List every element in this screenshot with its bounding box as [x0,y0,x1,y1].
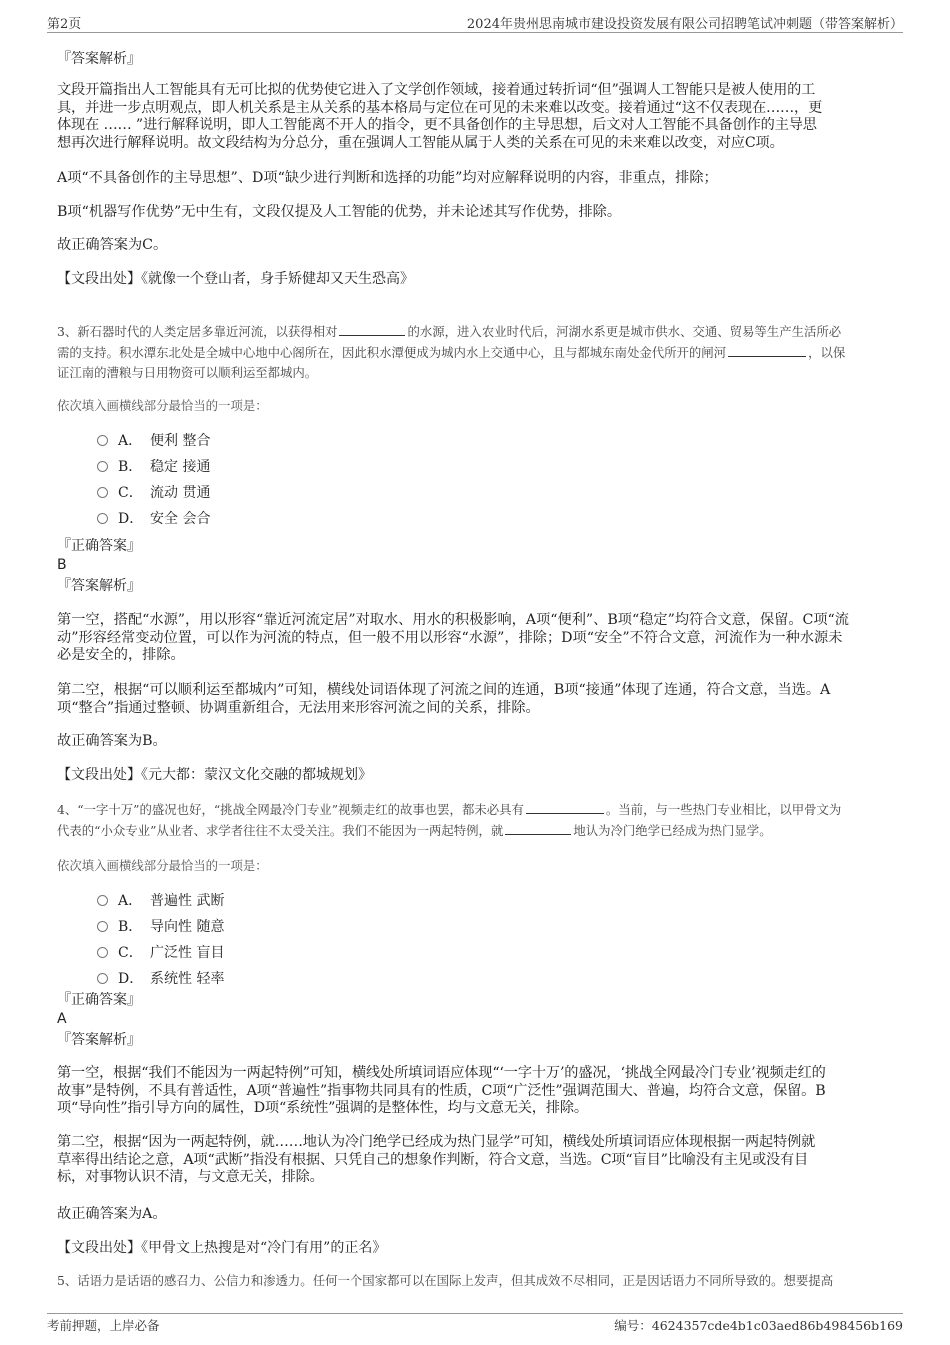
analysis-label: 『答案解析』 [57,51,141,67]
correct-answer: B [57,557,67,573]
conclusion-text: 故正确答案为A。 [57,1206,167,1222]
analysis-paragraph [57,82,897,152]
option-d[interactable]: D． 系统性 轻率 [97,970,224,988]
analysis-paragraph [57,682,897,717]
radio-icon[interactable] [97,513,108,524]
question-3-stem [57,322,897,384]
page-footer [47,1313,903,1336]
question-5-stem: 5、话语力是话语的感召力、公信力和渗透力。任何一个国家都可以在国际上发声，但其成效不尽相同，正是因话语力不同所导致的。想要提高 [57,1273,834,1288]
fill-blank [728,344,806,357]
page-number: 第2页 [47,17,82,32]
question-line: 4、“一字十万”的盛况也好，“挑战全网最冷门专业”视频走红的故事也罢，都未必具有 。当前，与一些热门专业相比，以甲骨文为 [57,802,842,817]
document-title: 2024年贵州思南城市建设投资发展有限公司招聘笔试冲刺题（带答案解析） [466,17,903,32]
question-line: 需的支持。积水潭东北处是全城中心地中心阁所在，因此积水潭便成为城内水上交通中心，且与都城东南处金代所开的闸河 ，以保 [57,344,846,360]
text-line: 具，并进一步点明观点，即人机关系是主从关系的基本格局与定位在可见的未来难以改变。接着通过“这不仅表现在……，更 [57,99,823,116]
fill-blank [339,323,405,336]
analysis-label: 『答案解析』 [57,1032,141,1048]
question-4-stem [57,800,897,841]
analysis-label: 『答案解析』 [57,578,141,594]
text-line: 第一空，根据“我们不能因为一两起特例”可知，横线处所填词语应体现“‘一字十万’的盛况，‘挑战全网最冷门专业’视频走红的 [57,1065,826,1081]
analysis-paragraph [57,1134,897,1187]
text-line: 项“导向性”指引导方向的属性，D项“系统性”强调的是整体性，均与文意无关，排除。 [57,1100,588,1117]
source-citation: 【文段出处】《就像一个登山者，身手矫健却又天生恐高》 [57,271,414,287]
text-line: 动”形容经常变动位置，可以作为河流的特点，但一般不用以形容“水源”，排除；D项“安全”不符合文意，河流作为一种水源未 [57,629,843,646]
text-line: 草率得出结论之意，A项“武断”指没有根据、只凭自己的想象作判断，符合文意，当选。C项“盲目”比喻没有主见或没有目 [57,1151,809,1168]
question-instruction: 依次填入画横线部分最恰当的一项是： [57,398,268,413]
analysis-paragraph [57,612,897,665]
correct-answer-label: 『正确答案』 [57,538,141,554]
text-line: 必是安全的，排除。 [57,647,185,664]
option-a[interactable]: A． 普遍性 武断 [97,892,224,910]
fill-blank [526,801,604,814]
question-line: 代表的“小众专业”从业者、求学者往往不太受关注。我们不能因为一两起特例，就 地认为冷门绝学已经成为热门显学。 [57,822,772,838]
page-header [47,12,903,33]
text-line: 想再次进行解释说明。故文段结构为分总分，重在强调人工智能从属于人类的关系在可见的未来难以改变，对应C项。 [57,134,784,151]
question-line: 3、新石器时代的人类定居多靠近河流，以获得相对 的水源，进入农业时代后，河湖水系更是城市供水、交通、贸易等生产生活所必 [57,324,842,339]
source-citation: 【文段出处】《元大都：蒙汉文化交融的都城规划》 [57,767,372,783]
radio-icon[interactable] [97,921,108,932]
option-c[interactable]: C． 广泛性 盲目 [97,944,224,962]
question-instruction: 依次填入画横线部分最恰当的一项是： [57,858,268,873]
footer-slogan: 考前押题，上岸必备 [47,1318,160,1333]
conclusion-text: 故正确答案为C。 [57,237,168,253]
text-line: 第二空，根据“因为一两起特例，就……地认为冷门绝学已经成为热门显学”可知，横线处所填词语应体现根据一两起特例就 [57,1134,816,1150]
analysis-paragraph [57,1065,897,1118]
fill-blank [505,822,571,835]
text-line: 项“整合”指通过整顿、协调重新组合，无法用来形容河流之间的关系，排除。 [57,699,540,716]
text-line: 第二空，根据“可以顺利运至都城内”可知，横线处词语体现了河流之间的连通，B项“接通”体现了连通，符合文意，当选。A [57,682,831,698]
document-id: 编号：4624357cde4b1c03aed86b498456b169 [614,1318,903,1333]
option-a[interactable]: A． 便利 整合 [97,432,210,450]
radio-icon[interactable] [97,947,108,958]
correct-answer: A [57,1011,67,1027]
option-c[interactable]: C． 流动 贯通 [97,484,210,502]
radio-icon[interactable] [97,487,108,498]
conclusion-text: 故正确答案为B。 [57,733,167,749]
option-b[interactable]: B． 稳定 接通 [97,458,210,476]
question-line: 证江南的漕粮与日用物资可以顺利运至都城内。 [57,365,318,380]
analysis-paragraph: A项“不具备创作的主导思想”、D项“缺少进行判断和选择的功能”均对应解释说明的内容，非重点，排除； [57,170,718,186]
radio-icon[interactable] [97,461,108,472]
correct-answer-label: 『正确答案』 [57,992,141,1008]
text-line: 文段开篇指出人工智能具有无可比拟的优势使它进入了文学创作领域，接着通过转折词“但”强调人工智能只是被人使用的工 [57,82,816,98]
text-line: 第一空，搭配“水源”，用以形容“靠近河流定居”对取水、用水的积极影响，A项“便利”、B项“稳定”均符合文意，保留。C项“流 [57,612,849,628]
radio-icon[interactable] [97,973,108,984]
text-line: 故事”是特例，不具有普适性，A项“普遍性”指事物共同具有的性质，C项“广泛性”强调范围大、普遍，均符合文意，保留。B [57,1082,826,1099]
text-line: 体现在 …… ”进行解释说明，即人工智能离不开人的指令，更不具备创作的主导思想，后文对人工智能不具备创作的主导思 [57,117,817,134]
radio-icon[interactable] [97,435,108,446]
option-b[interactable]: B． 导向性 随意 [97,918,224,936]
source-citation: 【文段出处】《甲骨文上热搜是对“冷门有用”的正名》 [57,1240,387,1256]
option-d[interactable]: D． 安全 会合 [97,510,210,528]
radio-icon[interactable] [97,895,108,906]
analysis-paragraph: B项“机器写作优势”无中生有，文段仅提及人工智能的优势，并未论述其写作优势，排除。 [57,204,622,220]
text-line: 标，对事物认识不清，与文意无关，排除。 [57,1169,324,1186]
